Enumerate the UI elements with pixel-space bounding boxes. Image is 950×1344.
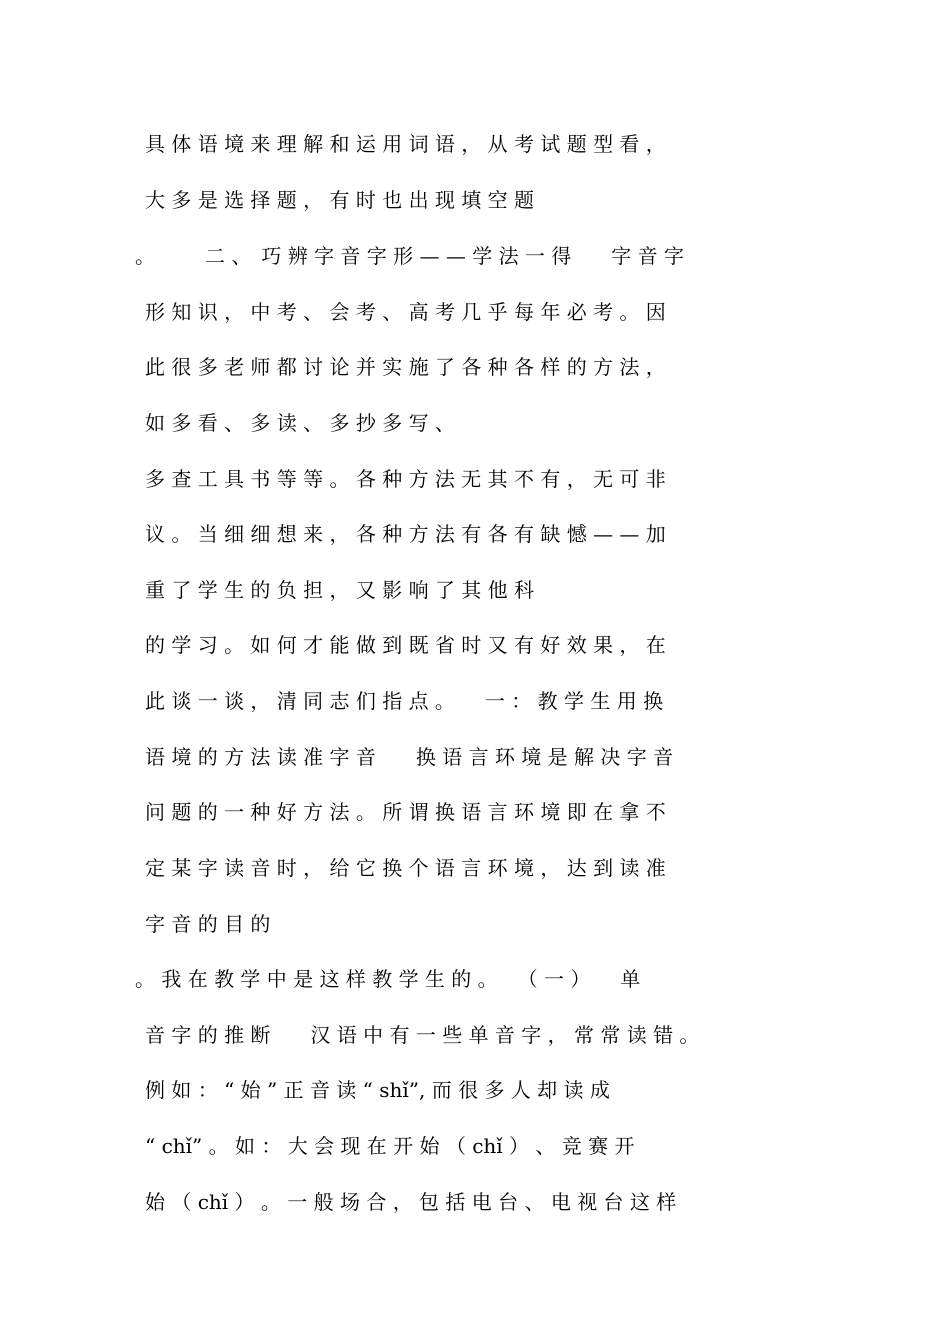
text-line: 始 （ chǐ ） 。 一 般 场 合 ， 包 括 电 台 、 电 视 台 这 样	[145, 1190, 677, 1214]
text-line: 的 学 习 。 如 何 才 能 做 到 既 省 时 又 有 好 效 果 ， 在	[145, 633, 666, 657]
text-line: 问 题 的 一 种 好 方 法 。 所 谓 换 语 言 环 境 即 在 拿 不	[145, 800, 666, 824]
text-line: 字 音 的 目 的	[145, 912, 271, 936]
text-line: 重 了 学 生 的 负 担 ， 又 影 响 了 其 他 科	[145, 578, 535, 602]
text-line: 此 谈 一 谈 ， 清 同 志 们 指 点 。 一 ： 教 学 生 用 换	[145, 689, 664, 713]
text-line: 音 字 的 推 断 汉 语 中 有 一 些 单 音 字 ， 常 常 读 错 。	[145, 1023, 700, 1047]
text-line: 议 。 当 细 细 想 来 ， 各 种 方 法 有 各 有 缺 憾 — — 加	[145, 522, 666, 546]
text-line: 此 很 多 老 师 都 讨 论 并 实 施 了 各 种 各 样 的 方 法 ，	[145, 355, 666, 379]
text-line: 例 如 ： “ 始 ” 正 音 读 “ shǐ”, 而 很 多 人 却 读 成	[145, 1078, 610, 1102]
text-line: 多 查 工 具 书 等 等 。 各 种 方 法 无 其 不 有 ， 无 可 非	[145, 467, 666, 491]
text-line: 大 多 是 选 择 题 ， 有 时 也 出 现 填 空 题	[145, 188, 535, 212]
text-line: “ chǐ” 。 如 ： 大 会 现 在 开 始 （ chǐ ） 、 竞 赛 开	[145, 1134, 635, 1158]
text-line: 具 体 语 境 来 理 解 和 运 用 词 语 ， 从 考 试 题 型 看 ，	[145, 132, 666, 156]
text-line: 语 境 的 方 法 读 准 字 音 换 语 言 环 境 是 解 决 字 音	[145, 745, 674, 769]
text-line: 定 某 字 读 音 时 ， 给 它 换 个 语 言 环 境 ， 达 到 读 准	[145, 856, 666, 880]
text-line: 如 多 看 、 多 读 、 多 抄 多 写 、	[145, 411, 455, 435]
text-line: 。 二 、 巧 辨 字 音 字 形 — — 学 法 一 得 字 音 字	[135, 244, 685, 268]
text-line: 形 知 识 ， 中 考 、 会 考 、 高 考 几 乎 每 年 必 考 。 因	[145, 300, 666, 324]
text-line: 。 我 在 教 学 中 是 这 样 教 学 生 的 。 （ 一 ） 单	[135, 967, 641, 991]
